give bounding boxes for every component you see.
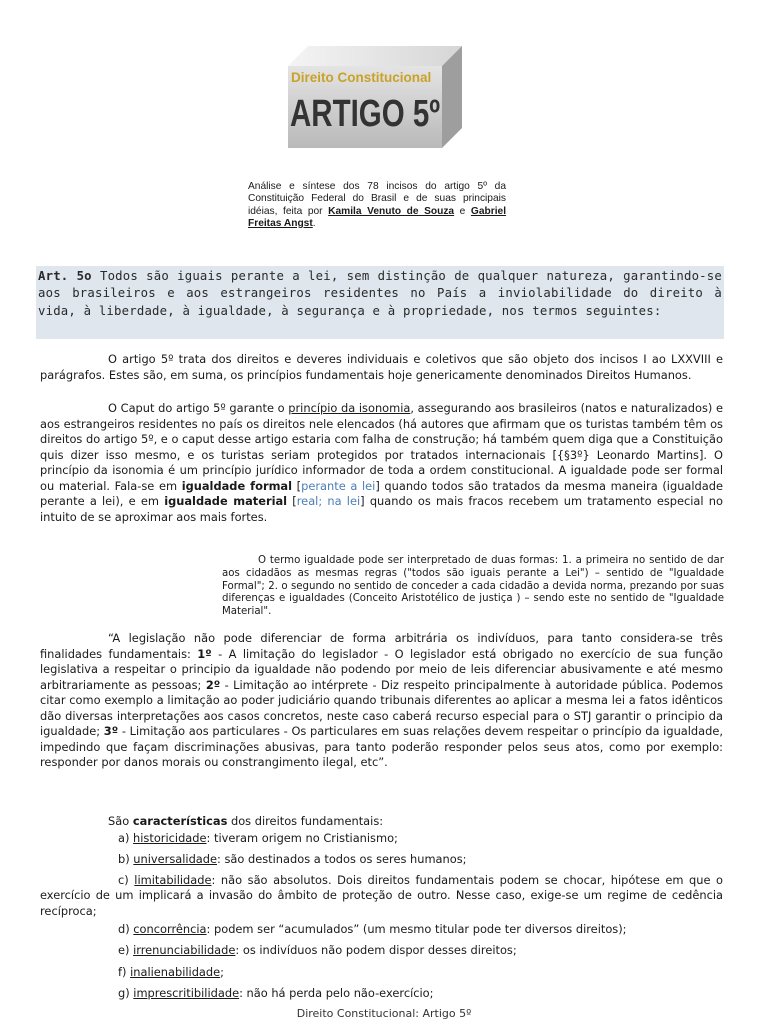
intro-text: Análise e síntese dos 78 incisos do artigo 5º da Constituição Federal do Brasil e de suas principais idéias, feita por xyxy=(248,181,506,217)
list-item: b) universalidade: são destinados a todos os seres humanos; xyxy=(118,852,467,867)
list-item: g) imprescritibilidade: não há perda pelo não-exercício; xyxy=(118,985,434,1000)
list-item: d) concorrência: podem ser “acumulados” (um mesmo titular pode ter diversos direitos); xyxy=(118,922,627,937)
page-footer: Direito Constitucional: Artigo 5º xyxy=(296,1007,472,1020)
title-logo xyxy=(278,44,468,154)
term-igualdade-material: igualdade material xyxy=(164,494,288,508)
list-item: e) irrenunciabilidade: os indivíduos não podem dispor desses direitos; xyxy=(118,943,517,958)
term-igualdade-formal: igualdade formal xyxy=(181,478,293,493)
note-perante-a-lei[interactable]: perante a lei xyxy=(301,478,376,493)
isonomia-link[interactable]: princípio da isonomia xyxy=(288,401,411,415)
list-item: a) historicidade: tiveram origem no Cristianismo; xyxy=(118,831,398,846)
logo-subtitle: Direito Constitucional xyxy=(291,70,432,85)
list-item: c) limitabilidade: não são absolutos. Dois direitos fundamentais podem se chocar, hipótese em que o exercício de um implicará a invasão do âmbito de proteção de outro. Nesse caso, exige-se um regime de cedência recíproca; xyxy=(40,872,724,918)
author-link-1[interactable]: Kamila Venuto de Souza xyxy=(328,205,455,217)
paragraph-legislacao: “A legislação não pode diferenciar de forma arbitrária os indivíduos, para tanto considera-se três finalidades fundamentais: 1º - A limitação do legislador - O legislador está obrigado no exercício de sua função legislativa a respeitar o principio da igualdade não podendo por meio de leis diferenciar abusivamente e até mesmo arbitrariamente as pessoas; 2º - Limitação ao intérprete - Diz respeito principalmente à autoridade pública. Podemos citar como exemplo a limitação ao poder judiciário quando tribunais diferentes ao aplicar a mesma lei a fatos idênticos dão diversas interpretações aos casos concretos, neste caso caberá recurso especial para o STJ garantir o principio da igualdade; 3º - Limitação aos particulares - Os particulares em suas relações devem respeitar o princípio da igualdade, impedindo que façam discriminações abusivas, para tanto poderão responder pelos seus atos, como por exemplo: responder por danos morais ou constrangimento ilegal, etc”. xyxy=(40,631,724,769)
block-quote: O termo igualdade pode ser interpretado de duas formas: 1. a primeira no sentido de dar aos cidadãos as mesmas regras ("todos são iguais perante a Lei") – sentido de "Igualdade Formal"; 2. o segundo no sentido de conceder a cada cidadão a devida norma, prezando por suas diferenças e igualdades (Conceito Aristotélico de justiça ) – sendo este no sentido de "Igualdade Material". xyxy=(222,555,724,618)
characteristics-heading: São características dos direitos fundamentais: xyxy=(108,814,384,828)
logo-title: ARTIGO 5º xyxy=(290,93,441,135)
article-caput: Art. 5o Todos são iguais perante a lei, sem distinção de qualquer natureza, garantindo-se aos brasileiros e aos estrangeiros residentes no País a inviolabilidade do direito à vida, à liberdade, à igualdade, à segurança e à propriedade, nos termos seguintes: xyxy=(38,269,722,318)
article-label: Art. 5o xyxy=(38,269,92,283)
intro-note: Análise e síntese dos 78 incisos do artigo 5º da Constituição Federal do Brasil e de suas principais idéias, feita por Kamila Venuto de Souza e Gabriel Freitas Angst. xyxy=(248,181,507,229)
author-link-2[interactable]: Gabriel Freitas Angst xyxy=(248,205,507,229)
list-item: f) inalienabilidade; xyxy=(118,964,224,979)
note-real-na-lei[interactable]: real; na lei xyxy=(296,494,361,508)
paragraph-intro: O artigo 5º trata dos direitos e deveres individuais e coletivos que são objeto dos incisos I ao LXXVIII e parágrafos. Estes são, em suma, os princípios fundamentais hoje genericamente denominados Direitos Humanos. xyxy=(40,352,723,382)
characteristics-list xyxy=(40,813,723,1002)
paragraph-isonomia: O Caput do artigo 5º garante o princípio da isonomia, assegurando aos brasileiros (natos e naturalizados) e aos estrangeiros residentes no país os direitos nele elencados (há autores que afirmam que os turistas também têm os direitos do artigo 5º, e o caput desse artigo estaria com falha de construção; há também quem diga que a Constituição quis dizer isso mesmo, e os turistas seriam protegidos por tratados internacionais [{§3º} Leonardo Martins]. O princípio da isonomia é um princípio jurídico informador de toda a ordem constitucional. A igualdade pode ser formal ou material. Fala-se em igualdade formal [perante a lei] quando todos são tratados da mesma maneira (igualdade perante a lei), e em igualdade material [real; na lei] quando os mais fracos recebem um tratamento especial no intuito de se aproximar aos mais fortes. xyxy=(40,401,724,524)
